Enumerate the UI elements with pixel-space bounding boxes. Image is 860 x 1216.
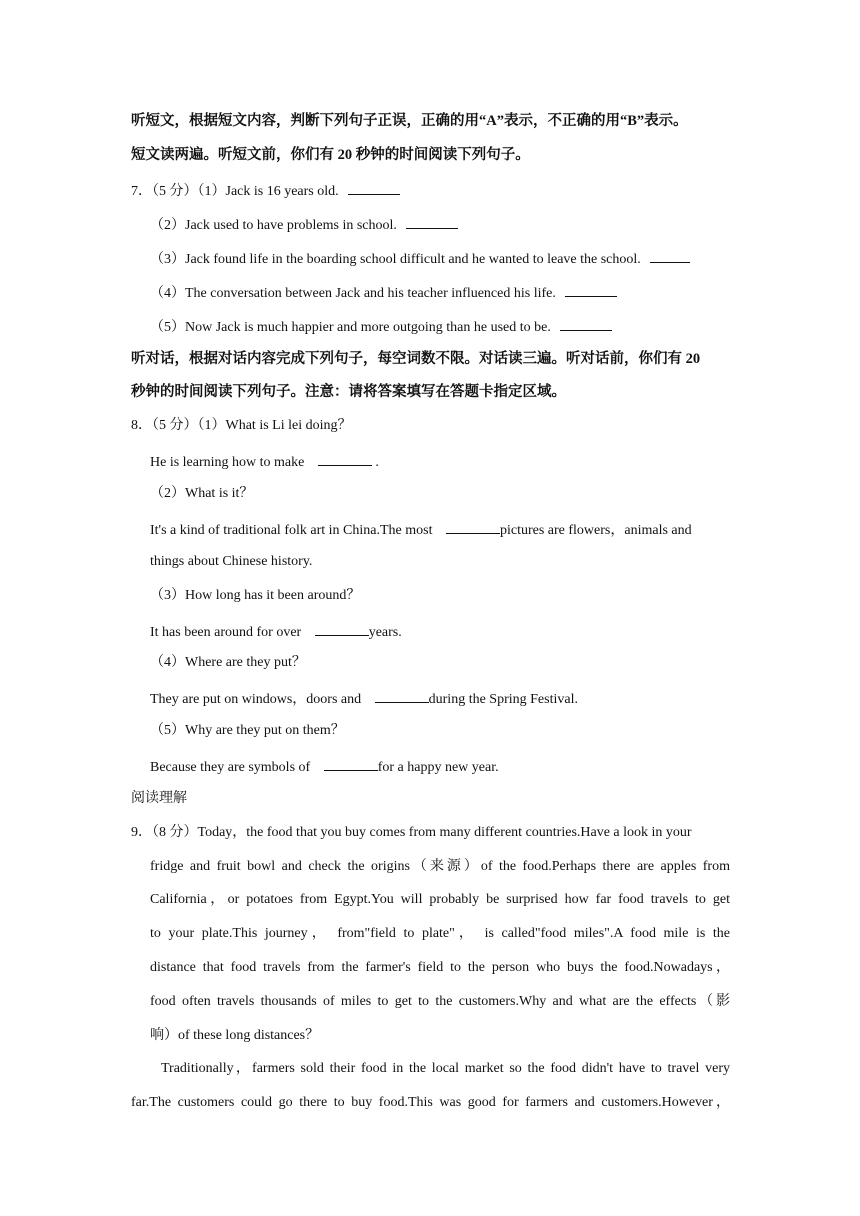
- item-text: Jack used to have problems in school.: [185, 218, 397, 233]
- answer-blank[interactable]: [318, 451, 372, 466]
- item-question: How long has it been around？: [185, 588, 361, 603]
- question8-a5: [150, 756, 499, 777]
- question-number: 9．: [131, 825, 152, 840]
- answer-prefix: Because they are symbols of: [150, 760, 311, 775]
- item-number: （1）: [197, 184, 226, 199]
- item-number: （5）: [150, 320, 185, 335]
- answer-blank[interactable]: [560, 316, 612, 331]
- item-text: The conversation between Jack and his teacher influenced his life.: [185, 286, 556, 301]
- question9-line3: California，or potatoes from Egypt.You will probably be surprised how far food travels to get: [150, 892, 730, 907]
- answer-blank[interactable]: [324, 756, 378, 771]
- question8-a3: [150, 621, 402, 642]
- question8-a2: [150, 519, 692, 540]
- answer-suffix: .: [375, 455, 379, 470]
- question7-item2: [150, 214, 458, 235]
- question8-a2-line2: things about Chinese history.: [150, 554, 313, 569]
- answer-prefix: They are put on windows，doors and: [150, 692, 362, 707]
- item-question: Why are they put on them？: [185, 723, 345, 738]
- answer-suffix: during the Spring Festival.: [428, 692, 578, 707]
- question9-line4: to your plate.This journey， from"field to plate"， is called"food miles".A food mile is the: [150, 926, 730, 941]
- item-question: Where are they put？: [185, 655, 306, 670]
- listening-passage-instruction-2: 短文读两遍。听短文前，你们有 20 秒钟的时间阅读下列句子。: [131, 147, 530, 163]
- question8-q3: [150, 587, 360, 605]
- listening-dialogue-instruction-2: 秒钟的时间阅读下列句子。注意：请将答案填写在答题卡指定区域。: [131, 384, 566, 400]
- reading-section-heading: 阅读理解: [131, 791, 187, 806]
- answer-blank[interactable]: [565, 282, 617, 297]
- question7-item5: [150, 316, 612, 337]
- question8-a1: [150, 451, 379, 472]
- item-text: Now Jack is much happier and more outgoing than he used to be.: [185, 320, 551, 335]
- answer-prefix: It has been around for over: [150, 625, 302, 640]
- answer-blank[interactable]: [315, 621, 369, 636]
- item-text: Jack is 16 years old.: [225, 184, 339, 199]
- question-number: 8．: [131, 418, 152, 433]
- item-number: （1）: [197, 418, 226, 433]
- question7-item4: [150, 282, 617, 303]
- item-question: What is it？: [185, 486, 254, 501]
- question9-para2-line1: Traditionally，farmers sold their food in the local market so the food didn't have to travel very: [161, 1061, 730, 1076]
- question8-q4: [150, 654, 306, 672]
- answer-blank[interactable]: [650, 248, 690, 263]
- answer-prefix: It's a kind of traditional folk art in China.The most: [150, 523, 433, 538]
- question-score: （5 分）: [152, 418, 198, 433]
- question7-item3: [150, 248, 690, 269]
- question9-line2: fridge and fruit bowl and check the origins（来源）of the food.Perhaps there are apples from: [150, 859, 730, 874]
- item-number: （3）: [150, 588, 185, 603]
- question-score: （8 分）: [152, 825, 198, 840]
- question-number: 7．: [131, 184, 152, 199]
- answer-suffix: for a happy new year.: [377, 760, 499, 775]
- item-number: （3）: [150, 252, 185, 267]
- question-score: （5 分）: [152, 184, 198, 199]
- passage-text: Today，the food that you buy comes from many different countries.Have a look in your: [197, 825, 692, 840]
- question7-item1: [131, 180, 400, 201]
- question9-line6: food often travels thousands of miles to get to the customers.Why and what are the effects（影: [150, 994, 730, 1009]
- answer-suffix: years.: [368, 625, 402, 640]
- item-number: （4）: [150, 655, 185, 670]
- item-number: （5）: [150, 723, 185, 738]
- item-number: （4）: [150, 286, 185, 301]
- item-number: （2）: [150, 486, 185, 501]
- answer-prefix: He is learning how to make: [150, 455, 305, 470]
- listening-passage-instruction-1: 听短文，根据短文内容，判断下列句子正误，正确的用“A”表示，不正确的用“B”表示。: [131, 113, 688, 129]
- answer-blank[interactable]: [446, 519, 500, 534]
- listening-dialogue-instruction-1: 听对话，根据对话内容完成下列句子，每空词数不限。对话读三遍。听对话前，你们有 20: [131, 351, 701, 367]
- answer-blank[interactable]: [406, 214, 458, 229]
- question8-a4: [150, 688, 578, 709]
- answer-blank[interactable]: [375, 688, 429, 703]
- question9-line7: 响）of these long distances？: [150, 1028, 320, 1043]
- question8-q2: [150, 485, 253, 503]
- answer-suffix: pictures are flowers，animals and: [499, 523, 692, 538]
- question9-line5: distance that food travels from the farmer's field to the person who buys the food.Nowadays，: [150, 960, 730, 975]
- item-number: （2）: [150, 218, 185, 233]
- item-text: Jack found life in the boarding school difficult and he wanted to leave the school.: [185, 252, 641, 267]
- question9-para2-line2: far.The customers could go there to buy food.This was good for farmers and customers.However，: [131, 1095, 730, 1110]
- answer-blank[interactable]: [348, 180, 400, 195]
- question8-q5: [150, 722, 345, 740]
- item-question: What is Li lei doing？: [225, 418, 352, 433]
- question9-line1: [131, 824, 692, 842]
- question8-q1: [131, 417, 351, 435]
